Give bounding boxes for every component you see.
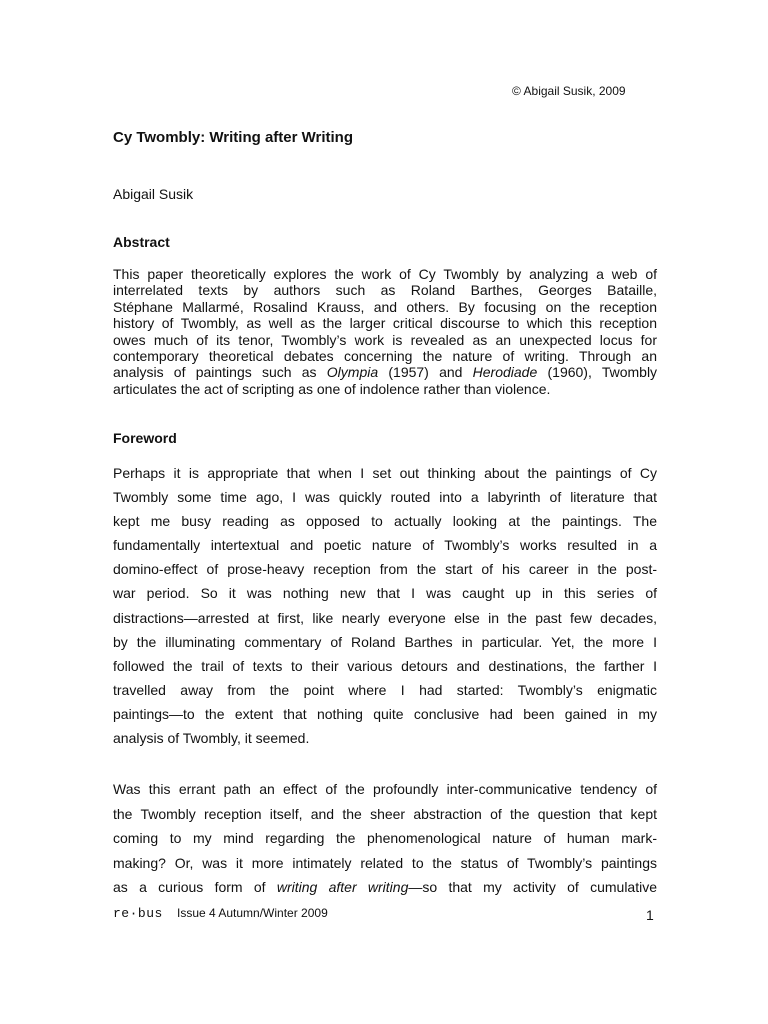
paragraph-line: travelled away from the point where I had started: Twombly’s enigmatic: [113, 681, 657, 698]
abstract-line: history of Twombly, as well as the larger critical discourse to which this reception: [113, 315, 657, 332]
emphasized-phrase: writing after writing: [276, 879, 409, 896]
paragraph-line: war period. So it was nothing new that I was caught up in this series of: [113, 585, 657, 602]
foreword-heading: Foreword: [113, 430, 177, 446]
paragraph-text-segment: —so that my activity of cumulative: [408, 879, 657, 896]
artwork-title-herodiade: Herodiade: [472, 364, 538, 381]
paragraph-line: Perhaps it is appropriate that when I set out thinking about the paintings of Cy: [113, 465, 657, 481]
abstract-line: articulates the act of scripting as one of indolence rather than violence.: [113, 380, 551, 397]
abstract-line: This paper theoretically explores the work of Cy Twombly by analyzing a web of: [113, 266, 657, 282]
paragraph-line: followed the trail of texts to their various detours and destinations, the farther I: [113, 657, 657, 674]
abstract-text-segment: (1960), Twombly: [547, 364, 658, 381]
abstract-text-segment: analysis of paintings such as: [113, 364, 317, 381]
paragraph-line: Twombly some time ago, I was quickly routed into a labyrinth of literature that: [113, 489, 657, 506]
paragraph-line: making? Or, was it more intimately related to the status of Twombly’s paintings: [113, 854, 657, 871]
abstract-line: Stéphane Mallarmé, Rosalind Krauss, and others. By focusing on the reception: [113, 298, 657, 315]
paragraph-line: paintings—to the extent that nothing quite conclusive had been gained in my: [113, 705, 657, 722]
abstract-text-segment: (1957) and: [388, 364, 463, 381]
abstract-heading: Abstract: [113, 234, 170, 250]
foreword-paragraph-1: [113, 461, 657, 750]
paragraph-line: distractions—arrested at first, like nearly everyone else in the past few decades,: [113, 609, 657, 626]
paragraph-text-segment: as a curious form of: [113, 879, 266, 896]
paragraph-line: analysis of Twombly, it seemed.: [113, 730, 310, 747]
issue-info: Issue 4 Autumn/Winter 2009: [177, 906, 328, 920]
page-number: 1: [646, 907, 654, 923]
paragraph-line: the Twombly reception itself, and the sheer abstraction of the question that kept: [113, 805, 657, 822]
abstract-line: contemporary theoretical debates concerning the nature of writing. Through an: [113, 348, 657, 365]
abstract-line: owes much of its tenor, Twombly’s work is revealed as an unexpected locus for: [113, 331, 657, 348]
copyright-notice: © Abigail Susik, 2009: [512, 84, 626, 98]
paper-title: Cy Twombly: Writing after Writing: [113, 129, 353, 146]
paragraph-line: Was this errant path an effect of the profoundly inter-communicative tendency of: [113, 781, 657, 797]
artwork-title-olympia: Olympia: [326, 364, 379, 381]
journal-name: re·bus: [113, 906, 163, 921]
paragraph-line: fundamentally intertextual and poetic nature of Twombly’s works resulted in a: [113, 537, 657, 554]
paragraph-line: coming to my mind regarding the phenomenological nature of human mark-: [113, 830, 657, 847]
abstract-text: [113, 266, 657, 397]
author-name: Abigail Susik: [113, 186, 194, 202]
paragraph-line: domino-effect of prose-heavy reception from the start of his career in the post-: [113, 561, 657, 578]
paragraph-line: by the illuminating commentary of Roland Barthes in particular. Yet, the more I: [113, 633, 657, 650]
paragraph-line: kept me busy reading as opposed to actually looking at the paintings. The: [113, 513, 657, 530]
abstract-line: interrelated texts by authors such as Roland Barthes, Georges Bataille,: [113, 282, 657, 299]
foreword-paragraph-2: [113, 777, 657, 900]
abstract-line: [113, 364, 657, 380]
paragraph-line: [113, 875, 657, 900]
